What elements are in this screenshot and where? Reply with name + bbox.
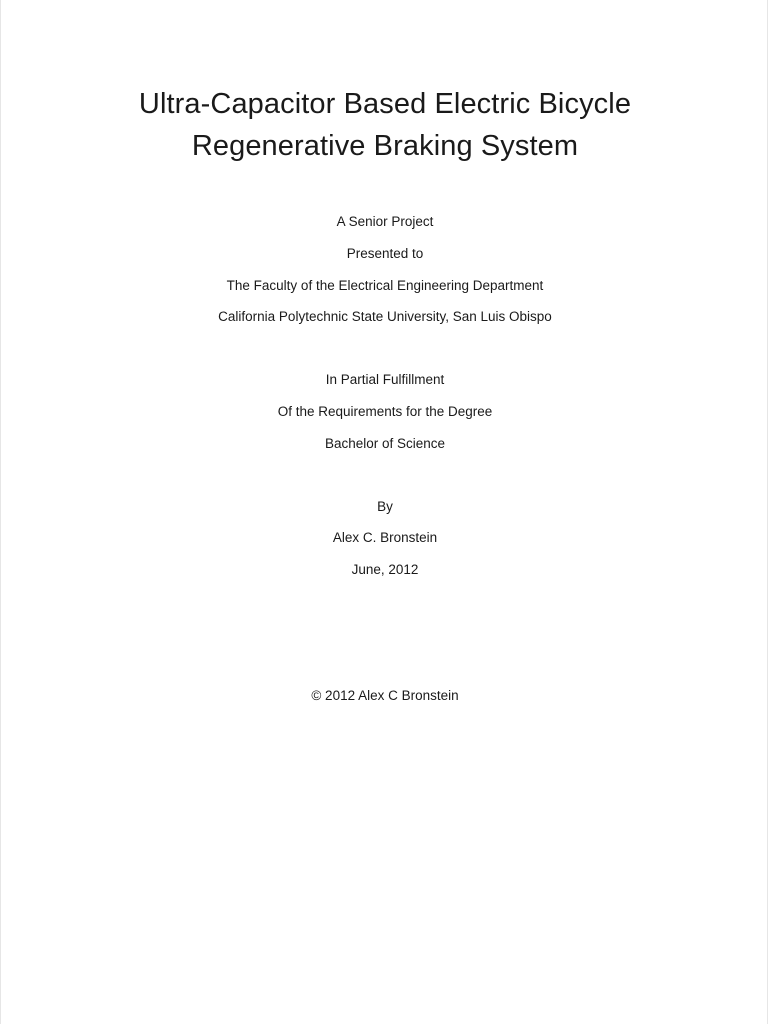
copyright-notice: © 2012 Alex C Bronstein [311, 688, 459, 703]
project-type: A Senior Project [336, 214, 434, 229]
author-name: Alex C. Bronstein [332, 530, 438, 545]
partial-fulfillment: In Partial Fulfillment [325, 372, 445, 387]
degree-name: Bachelor of Science [324, 436, 446, 451]
submission-date: June, 2012 [351, 562, 419, 577]
by-label: By [377, 499, 393, 514]
requirements-line: Of the Requirements for the Degree [277, 404, 493, 419]
university-name: California Polytechnic State University, San Luis Obispo [218, 309, 552, 324]
presented-to: Presented to [346, 246, 424, 261]
title-line-2: Regenerative Braking System [191, 130, 579, 162]
faculty-department: The Faculty of the Electrical Engineering Department [226, 278, 544, 293]
title-line-1: Ultra-Capacitor Based Electric Bicycle [138, 88, 632, 120]
